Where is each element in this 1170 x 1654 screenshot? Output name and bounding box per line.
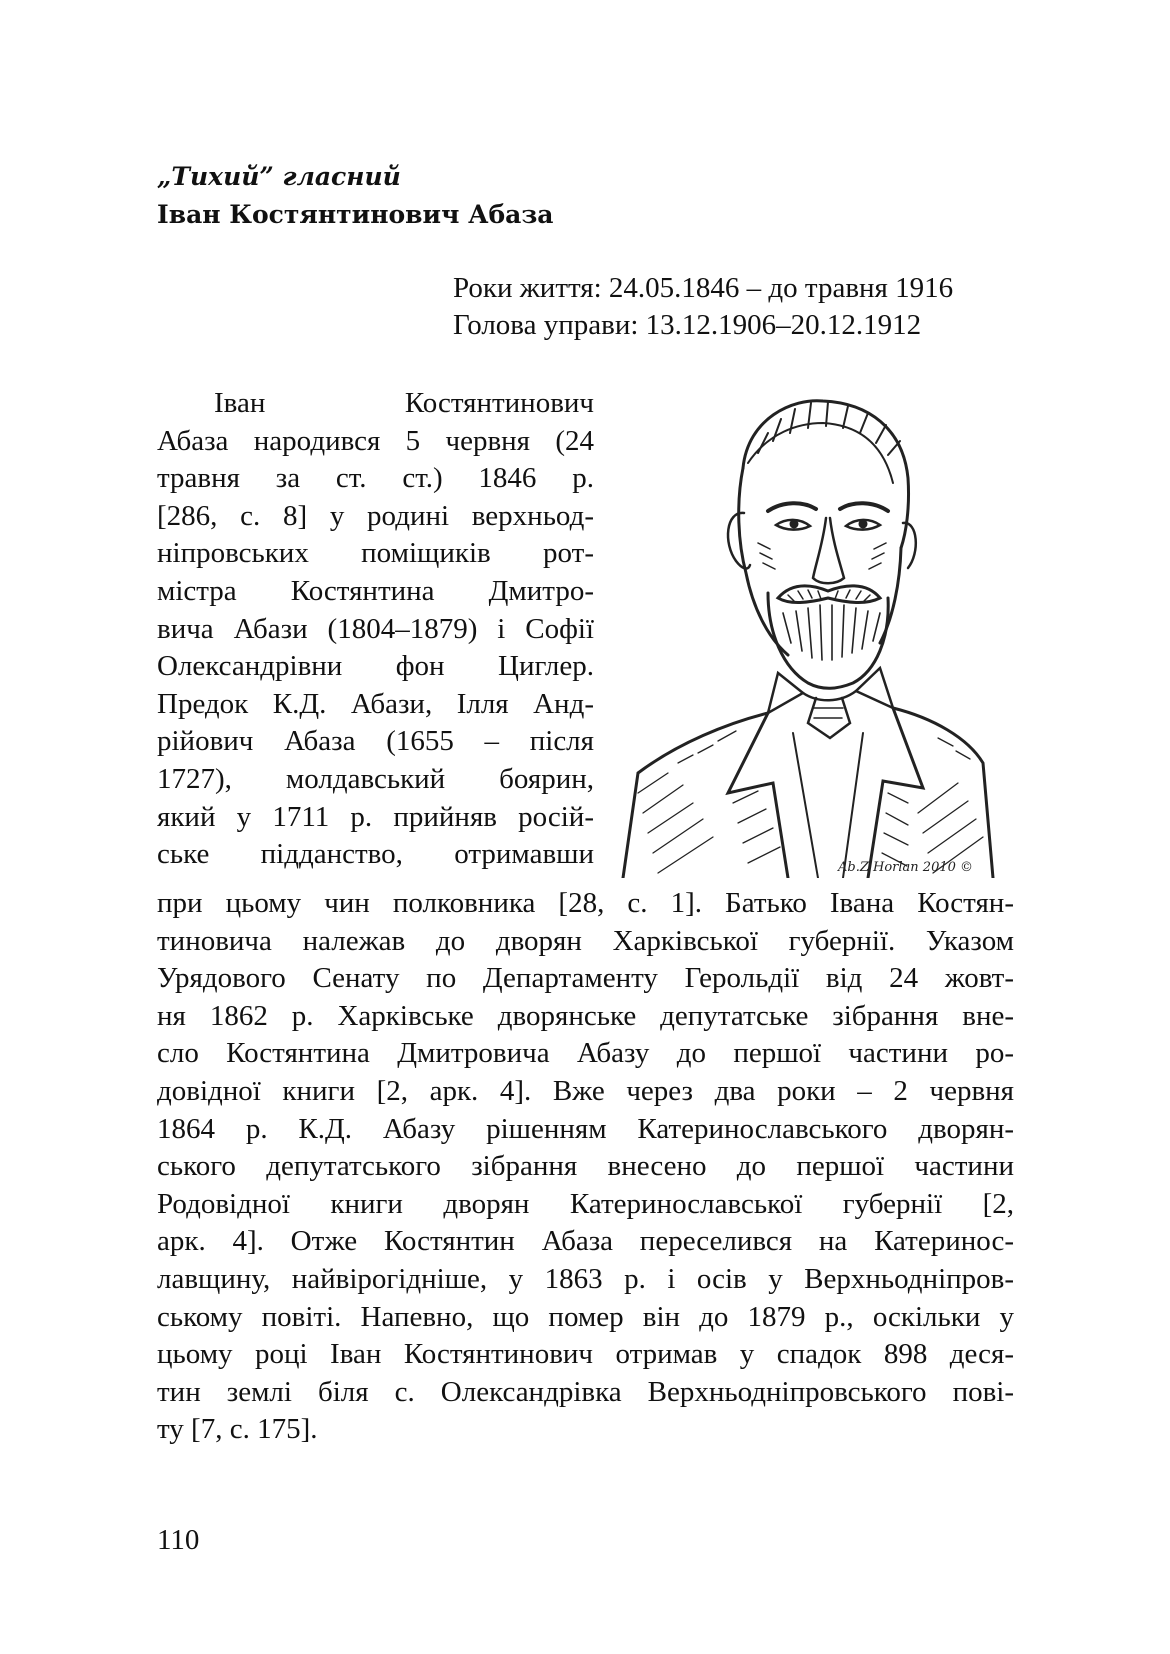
text-line: травня за ст. ст.) 1846 р. xyxy=(157,462,594,495)
wrapped-paragraph-column xyxy=(157,385,594,874)
text-line: довідної книги [2, арк. 4]. Вже через два роки – 2 червня xyxy=(157,1074,1014,1107)
portrait-drawing xyxy=(618,393,998,878)
text-line: лавщину, найвірогідніше, у 1863 р. і осів у Верхньодніпров- xyxy=(157,1262,1014,1295)
text-line: Предок К.Д. Абази, Ілля Анд- xyxy=(157,687,594,720)
text-line: який у 1711 р. прийняв росій- xyxy=(157,800,594,833)
text-line: тиновича належав до дворян Харківської губернії. Указом xyxy=(157,924,1014,957)
text-line: Урядового Сенату по Департаменту Герольдії від 24 жовт- xyxy=(157,962,1014,995)
body-paragraph xyxy=(157,885,1014,1449)
text-line: сло Костянтина Дмитровича Абазу до першої частини ро- xyxy=(157,1037,1014,1070)
text-line: містра Костянтина Дмитро- xyxy=(157,574,594,607)
artist-signature: Ab.Z Horlan 2010 © xyxy=(838,860,974,875)
text-line: Іван Костянтинович xyxy=(214,387,594,419)
text-line: 1864 р. К.Д. Абазу рішенням Катеринославського дворян- xyxy=(157,1112,1014,1145)
page-number: 110 xyxy=(157,1524,200,1556)
text-line: арк. 4]. Отже Костянтин Абаза переселився на Катеринос- xyxy=(157,1225,1014,1258)
text-line: Абаза народився 5 червня (24 xyxy=(157,424,594,457)
heading-person-name: Іван Костянтинович Абаза xyxy=(157,200,554,229)
life-years: Роки життя: 24.05.1846 – до травня 1916 xyxy=(453,272,954,304)
chapter-heading xyxy=(157,158,553,234)
text-line: ського депутатського зібрання внесено до першої частини xyxy=(157,1150,1014,1183)
text-line: при цьому чин полковника [28, с. 1]. Батько Івана Костян- xyxy=(157,887,1014,919)
text-line: ня 1862 р. Харківське дворянське депутатське зібрання вне- xyxy=(157,999,1014,1032)
text-line: Олександрівни фон Циглер. xyxy=(157,650,594,683)
text-line: ніпровських поміщиків рот- xyxy=(157,537,594,570)
office-term: Голова управи: 13.12.1906–20.12.1912 xyxy=(453,309,922,341)
text-line: ське підданство, отримавши xyxy=(157,838,594,871)
text-line: [286, с. 8] у родині верхньод- xyxy=(157,499,594,532)
text-line: цьому році Іван Костянтинович отримав у спадок 898 деся- xyxy=(157,1338,1014,1371)
text-line: вича Абази (1804–1879) і Софії xyxy=(157,612,594,645)
heading-subtitle: „Тихий” гласний xyxy=(157,162,401,191)
text-line: 1727), молдавський боярин, xyxy=(157,762,594,795)
text-line: Родовідної книги дворян Катеринославської губернії [2, xyxy=(157,1187,1014,1220)
text-line: ському повіті. Напевно, що помер він до 1879 р., оскільки у xyxy=(157,1300,1014,1333)
text-line: рійович Абаза (1655 – після xyxy=(157,725,594,758)
text-line: тин землі біля с. Олександрівка Верхньодніпровського пові- xyxy=(157,1375,1014,1408)
text-line: ту [7, с. 175]. xyxy=(157,1413,318,1446)
biographical-dates xyxy=(453,270,953,344)
portrait-illustration xyxy=(618,393,998,878)
